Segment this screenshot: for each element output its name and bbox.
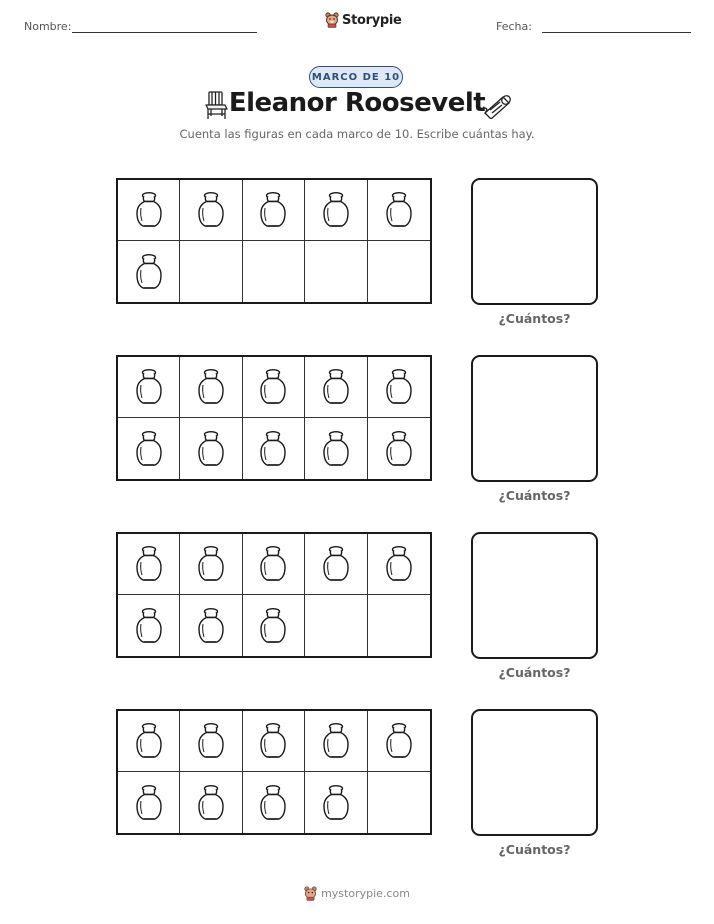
answer-box[interactable] [471,178,598,305]
brand-logo [325,12,402,28]
footer-url[interactable]: mystorypie.com [321,887,410,900]
frame-cell [180,180,242,241]
vase-icon [321,784,351,822]
frame-cell [368,241,430,302]
vase-icon [258,722,288,760]
frame-cell [305,241,367,302]
frame-cell [243,595,305,656]
frame-cell [180,711,242,772]
vase-icon [384,430,414,468]
frame-cell [305,595,367,656]
vase-icon [196,191,226,229]
frame-cell [305,534,367,595]
frame-cell [368,711,430,772]
answer-box[interactable] [471,709,598,836]
name-label: Nombre: [24,20,72,33]
vase-icon [321,368,351,406]
date-line[interactable] [542,32,691,33]
diploma-icon [481,93,513,119]
frame-cell [118,418,180,479]
frame-cell [180,418,242,479]
vase-icon [134,253,164,291]
frame-cell [305,357,367,418]
frame-cell [243,772,305,833]
vase-icon [134,430,164,468]
frame-cell [368,772,430,833]
vase-icon [196,607,226,645]
ten-frame [116,532,432,658]
name-line[interactable] [72,32,257,33]
frame-cell [118,241,180,302]
frame-cell [180,357,242,418]
vase-icon [321,545,351,583]
vase-icon [134,191,164,229]
frame-cell [243,241,305,302]
frame-cell [118,711,180,772]
frame-cell [243,357,305,418]
vase-icon [384,722,414,760]
frame-cell [368,418,430,479]
frame-cell [243,180,305,241]
vase-icon [134,607,164,645]
vase-icon [258,368,288,406]
answer-box[interactable] [471,355,598,482]
frame-cell [118,595,180,656]
frame-cell [368,357,430,418]
answer-label: ¿Cuántos? [498,488,571,503]
vase-icon [134,368,164,406]
frame-cell [180,534,242,595]
vase-icon [196,430,226,468]
bear-logo-icon [325,12,339,28]
vase-icon [384,545,414,583]
vase-icon [258,430,288,468]
vase-icon [134,784,164,822]
vase-icon [384,191,414,229]
vase-icon [134,545,164,583]
worksheet-type-badge: MARCO DE 10 [309,66,403,88]
vase-icon [258,784,288,822]
frame-cell [305,180,367,241]
frame-cell [118,357,180,418]
answer-label: ¿Cuántos? [498,311,571,326]
vase-icon [258,607,288,645]
frame-cell [118,180,180,241]
frame-cell [305,711,367,772]
answer-box[interactable] [471,532,598,659]
answer-label: ¿Cuántos? [498,665,571,680]
frame-cell [243,534,305,595]
vase-icon [134,722,164,760]
answer-label: ¿Cuántos? [498,842,571,857]
frame-cell [180,241,242,302]
frame-cell [118,534,180,595]
frame-cell [118,772,180,833]
brand-name: Storypie [342,12,402,28]
vase-icon [258,545,288,583]
date-label: Fecha: [496,20,532,33]
frame-cell [180,772,242,833]
frame-cell [243,711,305,772]
instructions: Cuenta las figuras en cada marco de 10. Escribe cuántas hay. [179,127,535,141]
frame-cell [368,595,430,656]
frame-cell [305,418,367,479]
vase-icon [196,722,226,760]
vase-icon [196,368,226,406]
vase-icon [321,191,351,229]
vase-icon [384,368,414,406]
ten-frame [116,709,432,835]
frame-cell [180,595,242,656]
vase-icon [258,191,288,229]
frame-cell [368,180,430,241]
vase-icon [196,545,226,583]
footer [0,886,714,901]
vase-icon [321,430,351,468]
frame-cell [368,534,430,595]
frame-cell [243,418,305,479]
ten-frame [116,355,432,481]
vase-icon [321,722,351,760]
page-title: Eleanor Roosevelt [228,88,486,118]
frame-cell [305,772,367,833]
bear-logo-icon [304,886,317,901]
ten-frame [116,178,432,304]
vase-icon [196,784,226,822]
